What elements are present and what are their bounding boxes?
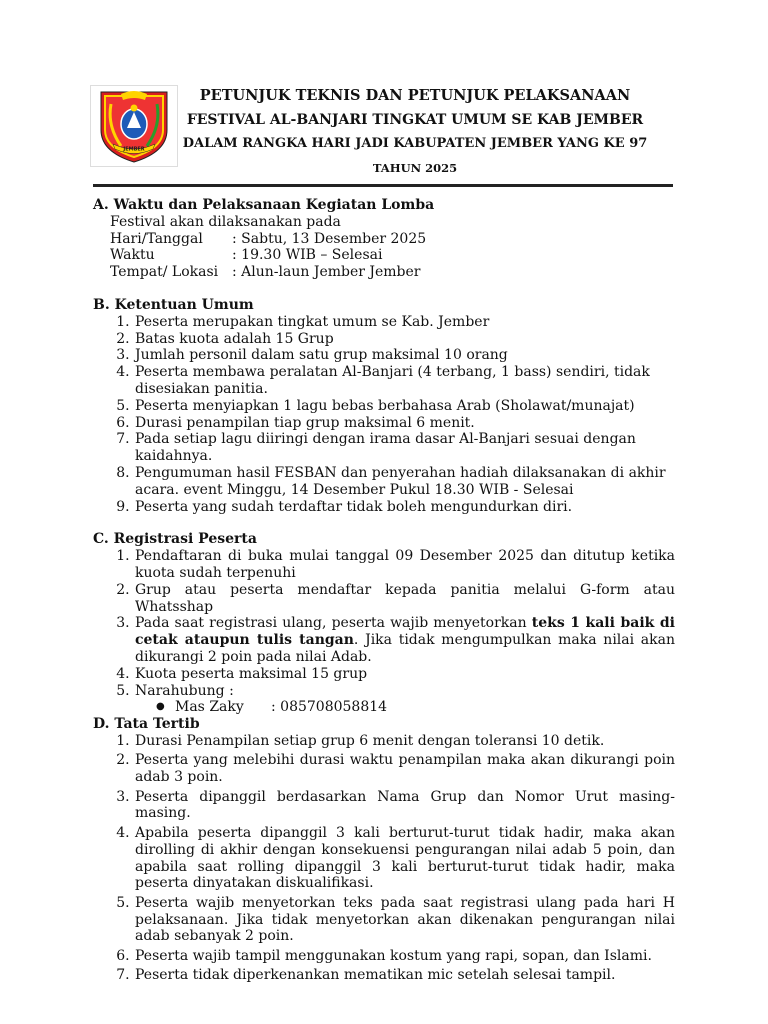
document-header (180, 86, 650, 176)
schedule-value: : 19.30 WIB – Selesai (232, 247, 383, 264)
list-item: 3. Jumlah personil dalam satu grup maksimal 10 orang (134, 347, 675, 364)
list-item (134, 615, 675, 665)
code-of-conduct-list (93, 733, 675, 984)
jember-emblem-logo (90, 85, 178, 167)
list-item: 1. Pendaftaran di buka mulai tanggal 09 Desember 2025 dan ditutup ketika kuota sudah terpenuhi (134, 548, 675, 582)
section-d-title: D. Tata Tertib (93, 716, 200, 733)
contact-item (155, 699, 675, 716)
list-item: 5. Peserta menyiapkan 1 lagu bebas berbahasa Arab (Sholawat/munajat) (134, 398, 675, 415)
list-item: 7. Peserta tidak diperkenankan mematikan mic setelah selesai tampil. (134, 967, 675, 984)
list-item: 1. Durasi Penampilan setiap grup 6 menit dengan toleransi 10 detik. (134, 733, 675, 750)
list-item: 4. Apabila peserta dipanggil 3 kali berturut-turut tidak hadir, maka akan dirolling di akhir dengan konsekuensi pengurangan nilai adab 5 poin, dan apabila saat rolling dipanggil 3 kali berturut-turut tidak hadir, maka peserta dinyatakan diskualifikasi. (134, 825, 675, 892)
schedule-value: : Sabtu, 13 Desember 2025 (232, 230, 427, 247)
list-item: 2. Peserta yang melebihi durasi waktu penampilan maka akan dikurangi poin adab 3 poin. (134, 752, 675, 786)
schedule-row (93, 231, 675, 248)
schedule-key: Waktu (110, 247, 155, 264)
header-title-line3: DALAM RANGKA HARI JADI KABUPATEN JEMBER YANG KE 97 (182, 136, 648, 151)
list-item: 4. Peserta membawa peralatan Al-Banjari (4 terbang, 1 bass) sendiri, tidak disesiakan panitia. (134, 364, 675, 398)
list-item: 7. Pada setiap lagu diiringi dengan irama dasar Al-Banjari sesuai dengan kaidahnya. (134, 431, 675, 465)
contact-name: Mas Zaky (175, 699, 244, 716)
schedule-key: Tempat/ Lokasi (110, 264, 219, 281)
list-item: 6. Peserta wajib tampil menggunakan kostum yang rapi, sopan, dan Islami. (134, 948, 675, 965)
header-year: TAHUN 2025 (372, 161, 458, 175)
contact-label: Narahubung : (135, 682, 234, 699)
list-item: 1. Peserta merupakan tingkat umum se Kab. Jember (134, 314, 675, 331)
contact-phone: : 085708058814 (271, 699, 388, 716)
list-item: 6. Durasi penampilan tiap grup maksimal 6 menit. (134, 415, 675, 432)
list-item: 2. Grup atau peserta mendaftar kepada panitia melalui G-form atau Whatsshap (134, 582, 675, 616)
section-a-intro: Festival akan dilaksanakan pada (110, 213, 341, 230)
schedule-row (93, 247, 675, 264)
logo-ribbon-text: JEMBER (123, 146, 145, 153)
contact-list (135, 699, 675, 716)
header-title-line1: PETUNJUK TEKNIS DAN PETUNJUK PELAKSANAAN (199, 87, 631, 104)
section-c-title: C. Registrasi Peserta (93, 531, 257, 548)
schedule-value: : Alun-laun Jember Jember (232, 264, 421, 281)
document-body (93, 197, 675, 987)
section-b-title: B. Ketentuan Umum (93, 296, 254, 313)
bullet-icon: ● (156, 701, 165, 713)
item-text: . Jika tidak mengumpulkan maka nilai akan dikurangi 2 poin pada nilai Adab. (135, 632, 675, 665)
registration-list (93, 548, 675, 716)
section-a-title: A. Waktu dan Pelaksanaan Kegiatan Lomba (93, 197, 435, 213)
schedule-key: Hari/Tanggal (110, 230, 203, 247)
list-item: 2. Batas kuota adalah 15 Grup (134, 331, 675, 348)
list-item (134, 683, 675, 717)
item-text: Pada saat registrasi ulang, peserta wajib menyetorkan (135, 615, 532, 632)
item-bold-text: teks 1 kali baik di cetak ataupun tulis tangan (135, 615, 675, 649)
header-title-line2: FESTIVAL AL-BANJARI TINGKAT UMUM SE KAB JEMBER (186, 112, 644, 128)
list-item: 4. Kuota peserta maksimal 15 grup (134, 666, 675, 683)
list-item: 3. Peserta dipanggil berdasarkan Nama Grup dan Nomor Urut masing-masing. (134, 789, 675, 823)
schedule-row (93, 264, 675, 281)
general-rules-list (93, 314, 675, 516)
list-item: 9. Peserta yang sudah terdaftar tidak boleh mengundurkan diri. (134, 499, 675, 516)
header-divider (93, 184, 673, 187)
list-item: 5. Peserta wajib menyetorkan teks pada saat registrasi ulang pada hari H pelaksanaan. Jika tidak menyetorkan akan dikenakan pengurangan nilai adab sebanyak 2 poin. (134, 895, 675, 945)
list-item: 8. Pengumuman hasil FESBAN dan penyerahan hadiah dilaksanakan di akhir acara. event Minggu, 14 Desember Pukul 18.30 WIB - Selesai (134, 465, 675, 499)
